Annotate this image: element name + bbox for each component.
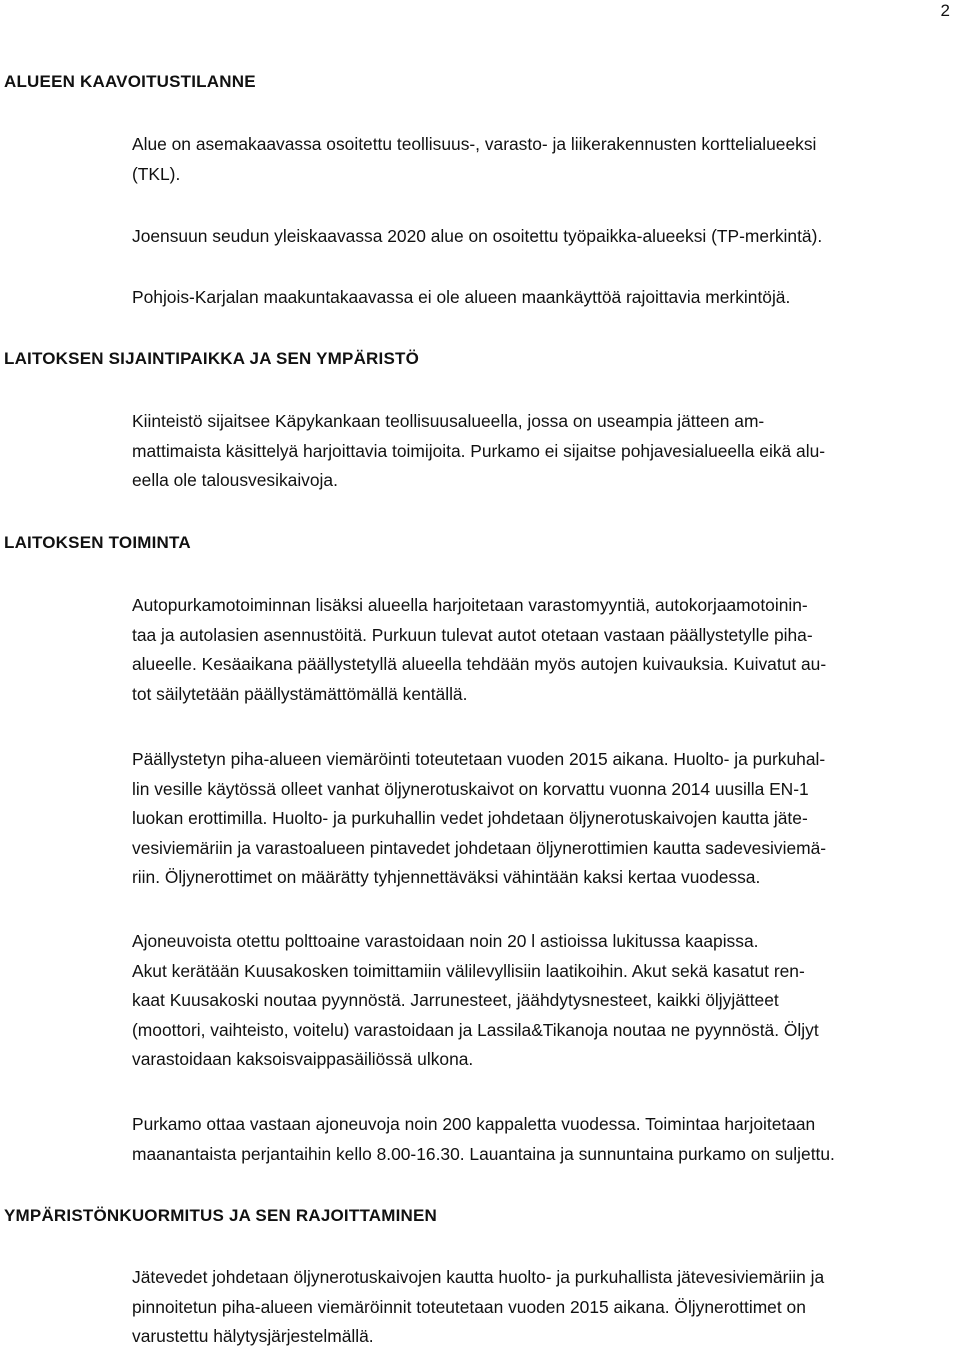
text-line: kaat Kuusakoski noutaa pyynnöstä. Jarrunesteet, jäähdytysnesteet, kaikki öljyjätteet bbox=[132, 990, 779, 1010]
text-line: eella ole talousvesikaivoja. bbox=[132, 470, 338, 490]
text-line: Ajoneuvoista otettu polttoaine varastoidaan noin 20 l astioissa lukitussa kaapissa. bbox=[132, 931, 759, 951]
text-line: Jätevedet johdetaan öljynerotuskaivojen kautta huolto- ja purkuhallista jätevesiviemäriin ja bbox=[132, 1267, 825, 1287]
text-line: varastoidaan kaksoisvaippasäiliössä ulkona. bbox=[132, 1049, 474, 1069]
text-line: Akut kerätään Kuusakosken toimittamiin välilevyllisiin laatikoihin. Akut sekä kasatut ren- bbox=[132, 960, 805, 981]
text-line: Purkamo ottaa vastaan ajoneuvoja noin 200 kappaletta vuodessa. Toimintaa harjoitetaan bbox=[132, 1114, 816, 1134]
text-line: riin. Öljynerottimet on määrätty tyhjennettäväksi vähintään kaksi kertaa vuodessa. bbox=[132, 867, 761, 887]
section-heading-toiminta: LAITOKSEN TOIMINTA bbox=[4, 533, 191, 552]
text-line: Alue on asemakaavassa osoitettu teollisuus-, varasto- ja liikerakennusten korttelialueeksi bbox=[132, 134, 817, 154]
paragraph-autopurkamo bbox=[132, 591, 826, 709]
paragraph-maakuntakaava bbox=[132, 283, 790, 313]
paragraph-jatevedet bbox=[132, 1263, 824, 1352]
text-line: Pohjois-Karjalan maakuntakaavassa ei ole alueen maankäyttöä rajoittavia merkintöjä. bbox=[132, 287, 791, 307]
text-line: taa ja autolasien asennustöitä. Purkuun tulevat autot otetaan vastaan päällystetylle piha- bbox=[132, 624, 813, 645]
paragraph-polttoaine bbox=[132, 927, 819, 1075]
text-line: alueelle. Kesäaikana päällystetyllä alueella tehdään myös autojen kuivauksia. Kuivatut au- bbox=[132, 654, 827, 674]
text-line: mattimaista käsittelyä harjoittavia toimijoita. Purkamo ei sijaitse pohjavesialueella eikä alu- bbox=[132, 440, 826, 461]
text-line: vesiviemäriin ja varastoalueen pintavedet johdetaan öljynerottimien kautta sadevesiviemä- bbox=[132, 837, 827, 858]
paragraph-asemakaava bbox=[132, 130, 816, 189]
text-line: tot säilytetään päällystämättömällä kentällä. bbox=[132, 683, 468, 704]
section-heading-sijaintipaikka: LAITOKSEN SIJAINTIPAIKKA JA SEN YMPÄRISTÖ bbox=[4, 349, 419, 368]
text-line: varustettu hälytysjärjestelmällä. bbox=[132, 1326, 374, 1346]
text-line: (moottori, vaihteisto, voitelu) varastoidaan ja Lassila&Tikanoja noutaa ne pyynnöstä. Öljyt bbox=[132, 1019, 819, 1040]
text-line: luokan erottimilla. Huolto- ja purkuhallin vedet johdetaan öljynerotuskaivojen kautta jäte- bbox=[132, 808, 808, 828]
text-line: (TKL). bbox=[132, 163, 181, 184]
text-line: Päällystetyn piha-alueen viemäröinti toteutetaan vuoden 2015 aikana. Huolto- ja purkuhal- bbox=[132, 749, 826, 769]
paragraph-viemarointi bbox=[132, 745, 826, 893]
text-line: Joensuun seudun yleiskaavassa 2020 alue on osoitettu työpaikka-alueeksi (TP-merkintä). bbox=[132, 226, 823, 246]
paragraph-yleiskaava bbox=[132, 222, 822, 252]
text-line: Autopurkamotoiminnan lisäksi alueella harjoitetaan varastomyyntiä, autokorjaamotoinin- bbox=[132, 595, 808, 615]
paragraph-kapasiteetti bbox=[132, 1110, 835, 1169]
text-line: Kiinteistö sijaitsee Käpykankaan teollisuusalueella, jossa on useampia jätteen am- bbox=[132, 411, 765, 431]
text-line: lin vesille käytössä olleet vanhat öljynerotuskaivot on korvattu vuonna 2014 uusilla EN-1 bbox=[132, 778, 809, 799]
section-heading-ymparistonkuormitus: YMPÄRISTÖNKUORMITUS JA SEN RAJOITTAMINEN bbox=[4, 1206, 438, 1225]
text-line: maanantaista perjantaihin kello 8.00-16.30. Lauantaina ja sunnuntaina purkamo on suljettu. bbox=[132, 1143, 835, 1164]
text-line: pinnoitetun piha-alueen viemäröinnit toteutetaan vuoden 2015 aikana. Öljynerottimet on bbox=[132, 1296, 806, 1317]
paragraph-kiinteisto bbox=[132, 407, 825, 496]
page-number: 2 bbox=[940, 1, 950, 20]
section-heading-kaavoitustilanne: ALUEEN KAAVOITUSTILANNE bbox=[4, 72, 256, 91]
